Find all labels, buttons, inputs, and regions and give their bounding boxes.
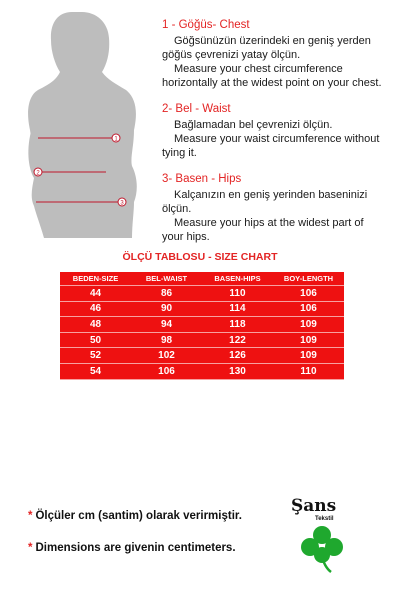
note-star: * <box>28 542 33 554</box>
table-cell: 106 <box>131 363 202 379</box>
table-cell: 50 <box>60 332 131 348</box>
chest-marker-number: 1 <box>114 136 118 143</box>
table-cell: 118 <box>202 317 273 333</box>
table-cell: 54 <box>60 363 131 379</box>
table-header-row <box>60 272 344 286</box>
instruction-title: 2- Bel - Waist <box>162 103 231 115</box>
table-row <box>60 332 344 348</box>
waist-marker-number: 2 <box>36 170 40 177</box>
measurement-instructions <box>162 18 394 256</box>
instruction-text: Bağlamadan bel çevrenizi ölçün. <box>174 119 333 131</box>
size-chart-title: ÖLÇÜ TABLOSU - SIZE CHART <box>122 251 278 263</box>
instruction-text: Measure your hips at the widest part of <box>174 217 364 229</box>
table-cell: 52 <box>60 348 131 364</box>
column-header-length: BOY-LENGTH <box>273 272 344 286</box>
table-cell: 109 <box>273 332 344 348</box>
brand-subtitle: Tekstil <box>315 516 334 522</box>
table-cell: 98 <box>131 332 202 348</box>
table-cell: 130 <box>202 363 273 379</box>
instruction-text: göğüs çevrenizi yatay ölçün. <box>162 49 301 61</box>
table-cell: 106 <box>273 301 344 317</box>
table-cell: 106 <box>273 286 344 302</box>
table-cell: 110 <box>202 286 273 302</box>
column-header-size: BEDEN-SIZE <box>60 272 131 286</box>
table-row <box>60 363 344 379</box>
table-cell: 86 <box>131 286 202 302</box>
column-header-waist: BEL-WAIST <box>131 272 202 286</box>
table-cell: 90 <box>131 301 202 317</box>
column-header-hips: BASEN-HIPS <box>202 272 273 286</box>
instruction-text: Kalçanızın en geniş yerinden baseninizi <box>174 189 368 201</box>
note-english <box>28 542 236 554</box>
instruction-text: Measure your waist circumference without <box>174 133 380 145</box>
note-turkish <box>28 510 242 522</box>
brand-name: Şans <box>291 496 337 516</box>
instruction-chest <box>162 18 394 90</box>
instruction-text: tying it. <box>162 147 197 159</box>
table-cell: 109 <box>273 348 344 364</box>
hips-marker-number: 3 <box>120 200 124 207</box>
table-cell: 46 <box>60 301 131 317</box>
instruction-text: Measure your chest circumference <box>174 63 343 75</box>
note-text: Ölçüler cm (santim) olarak verirmiştir. <box>35 510 242 522</box>
instruction-title: 3- Basen - Hips <box>162 173 242 185</box>
instruction-waist <box>162 102 394 160</box>
body-silhouette-figure <box>14 8 154 240</box>
table-cell: 126 <box>202 348 273 364</box>
table-row <box>60 286 344 302</box>
instruction-text: Göğsünüzün üzerindeki en geniş yerden <box>174 35 371 47</box>
table-cell: 48 <box>60 317 131 333</box>
table-row <box>60 317 344 333</box>
table-cell: 44 <box>60 286 131 302</box>
instruction-hips <box>162 172 394 244</box>
brand-logo <box>285 496 355 576</box>
note-star: * <box>28 510 33 522</box>
size-chart-table <box>60 272 344 380</box>
table-cell: 122 <box>202 332 273 348</box>
clover-icon <box>299 523 345 573</box>
table-cell: 94 <box>131 317 202 333</box>
table-cell: 110 <box>273 363 344 379</box>
table-row <box>60 348 344 364</box>
table-cell: 114 <box>202 301 273 317</box>
instruction-text: horizontally at the widest point on your chest. <box>162 77 382 89</box>
table-cell: 102 <box>131 348 202 364</box>
table-cell: 109 <box>273 317 344 333</box>
note-text: Dimensions are givenin centimeters. <box>35 542 236 554</box>
instruction-text: ölçün. <box>162 203 192 215</box>
instruction-title: 1 - Göğüs- Chest <box>162 19 250 31</box>
instruction-text: your hips. <box>162 231 210 243</box>
table-row <box>60 301 344 317</box>
